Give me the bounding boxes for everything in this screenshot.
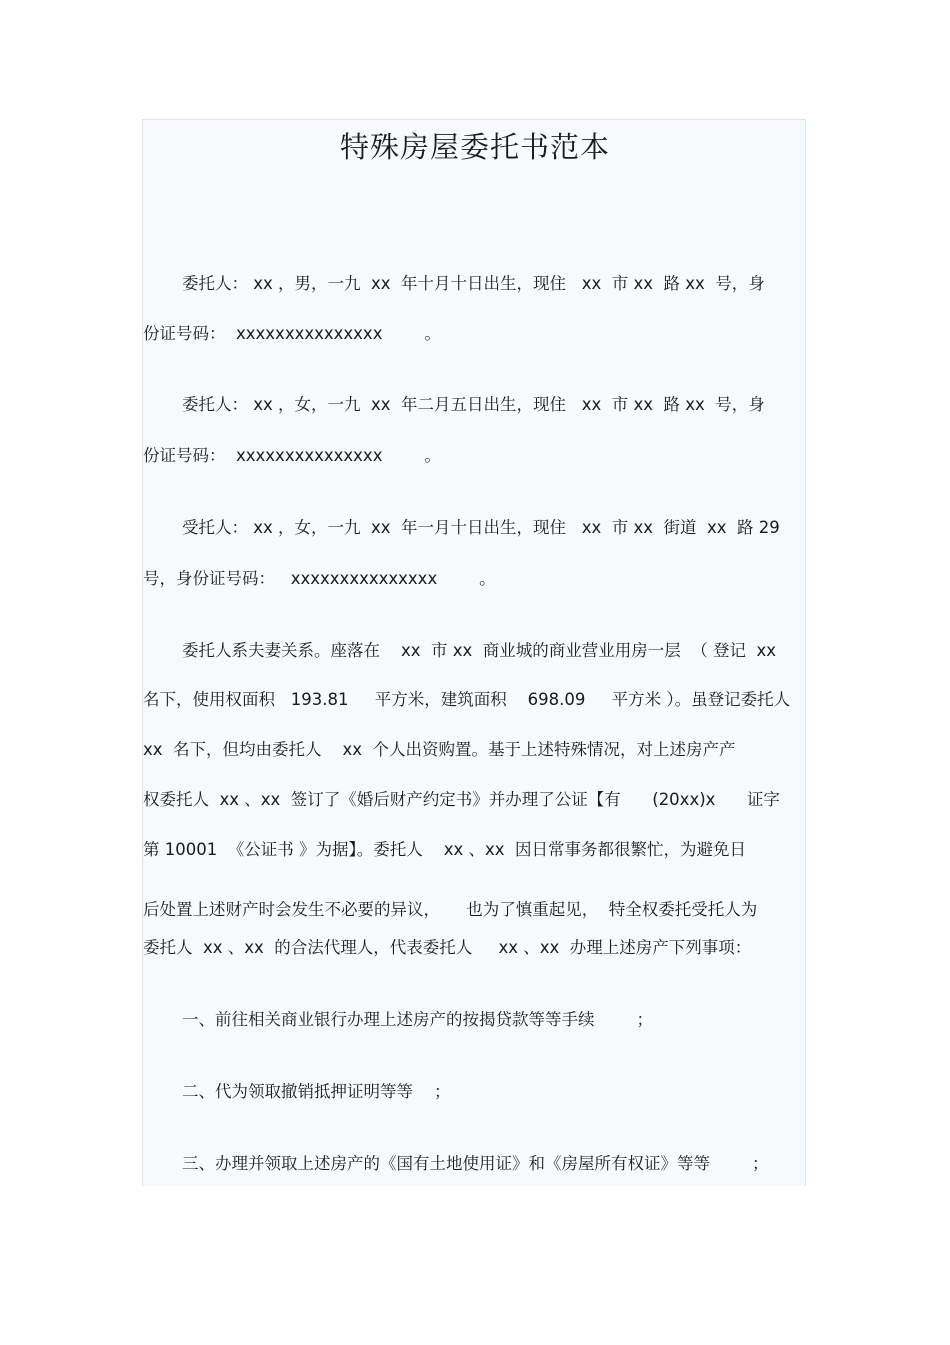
paragraph-line: 后处置上述财产时会发生不必要的异议， 也为了慎重起见， 特全权委托受托人为: [143, 900, 758, 919]
paragraph-line: 委托人系夫妻关系。座落在 xx 市 xx 商业城的商业营业用房一层 （ 登记 xx: [182, 641, 777, 660]
paragraph-line: 份证号码： xxxxxxxxxxxxxxx 。: [143, 324, 441, 343]
list-item: 一、前往相关商业银行办理上述房产的按揭贷款等等手续 ；: [182, 1010, 653, 1029]
list-item: 三、办理并领取上述房产的《国有土地使用证》和《房屋所有权证》等等 ；: [182, 1154, 769, 1173]
paragraph-line: xx 名下，但均由委托人 xx 个人出资购置。基于上述特殊情况，对上述房产产: [143, 740, 736, 759]
paragraph-line: 权委托人 xx 、xx 签订了《婚后财产约定书》并办理了公证【有 (20xx)x 证字: [143, 790, 780, 809]
paragraph-line: 委托人： xx ，男，一九 xx 年十月十日出生，现住 xx 市 xx 路 xx 号，身: [182, 274, 765, 293]
document-title: 特殊房屋委托书范本: [339, 130, 610, 164]
paragraph-line: 份证号码： xxxxxxxxxxxxxxx 。: [143, 446, 441, 465]
paragraph-line: 委托人： xx ，女，一九 xx 年二月五日出生，现住 xx 市 xx 路 xx 号，身: [182, 395, 765, 414]
list-item: 二、代为领取撤销抵押证明等等 ；: [182, 1082, 451, 1101]
paragraph-line: 委托人 xx 、xx 的合法代理人，代表委托人 xx 、xx 办理上述房产下列事项：: [143, 938, 752, 957]
paragraph-line: 号，身份证号码： xxxxxxxxxxxxxxx 。: [143, 569, 496, 588]
paragraph-line: 名下，使用权面积 193.81 平方米，建筑面积 698.09 平方米 ）。虽登记委托人: [143, 690, 791, 709]
paragraph-line: 受托人： xx ，女，一九 xx 年一月十日出生，现住 xx 市 xx 街道 xx 路 29: [182, 518, 780, 537]
paragraph-line: 第 10001 《公证书 》为据】。委托人 xx 、xx 因日常事务都很繁忙，为避免日: [143, 840, 746, 859]
